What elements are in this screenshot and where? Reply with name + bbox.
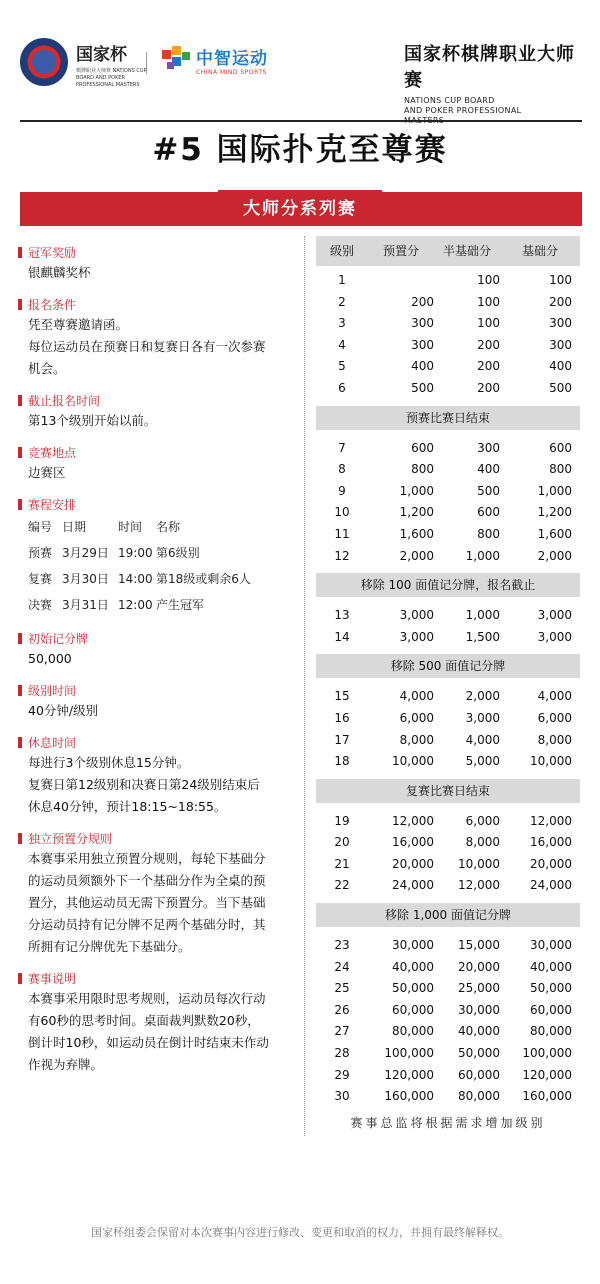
- table-cell: 25,000: [458, 981, 500, 996]
- heading-bar: [18, 299, 22, 310]
- column-header: 半基础分: [442, 244, 491, 258]
- body-line: 所拥有记分牌优先下基础分。: [28, 939, 191, 954]
- section-heading-text: 初始记分牌: [28, 631, 89, 646]
- table-cell: 12,000: [530, 813, 572, 828]
- table-note: 赛事总监将根据需求增加级别: [350, 1115, 546, 1130]
- table-row: [316, 957, 580, 979]
- header-divider: [146, 52, 147, 74]
- table-cell: 3,000: [465, 710, 500, 725]
- table-cell: 20: [334, 835, 350, 850]
- table-cell: 800: [411, 462, 434, 477]
- schedule-cell: 第6级别: [156, 546, 200, 560]
- info-column: [18, 232, 300, 1076]
- table-cell: 17: [334, 732, 350, 747]
- column-divider: [304, 236, 305, 1136]
- brand-right-en-line: NATIONS CUP BOARD: [404, 96, 495, 105]
- table-cell: 400: [411, 359, 434, 374]
- table-cell: 500: [411, 380, 434, 395]
- table-header-row: [316, 236, 580, 266]
- section-body-ante: [18, 848, 300, 958]
- table-cell: 100: [477, 273, 500, 287]
- table-row: [316, 708, 580, 730]
- table-cell: 60,000: [392, 1002, 434, 1017]
- table-cell: 16,000: [530, 835, 572, 850]
- table-row: [316, 854, 580, 876]
- table-cell: 80,000: [530, 1024, 572, 1039]
- table-cell: 15,000: [458, 938, 500, 953]
- nations-cup-logo-cn: 国家杯: [76, 45, 127, 65]
- section-heading-text: 赛事说明: [28, 971, 77, 986]
- heading-bar: [18, 833, 22, 844]
- nations-cup-emblem-icon: [20, 38, 68, 86]
- brand-right: [404, 40, 584, 126]
- table-row: [316, 751, 580, 773]
- table-cell: 20,000: [530, 856, 572, 871]
- section-heading-text: 级别时间: [28, 683, 77, 698]
- body-line: 50,000: [28, 651, 72, 666]
- table-cell: 4,000: [465, 732, 500, 747]
- heading-bar: [18, 633, 22, 644]
- section-body-chips: [18, 648, 300, 670]
- section-heading-text: 竞赛地点: [28, 445, 77, 460]
- table-cell: 160,000: [522, 1089, 572, 1104]
- table-cell: 1,200: [537, 505, 572, 520]
- schedule-cell: 决赛: [28, 598, 53, 612]
- heading-bar: [18, 447, 22, 458]
- table-cell: 1,600: [537, 526, 572, 541]
- table-cell: 13: [334, 608, 350, 623]
- table-cell: 50,000: [530, 981, 572, 996]
- table-cell: 80,000: [392, 1024, 434, 1039]
- table-section-banner: 移除 100 面值记分牌，报名截止: [316, 573, 580, 597]
- heading-bar: [18, 685, 22, 696]
- table-cell: 600: [477, 505, 500, 520]
- body-line: 凭至尊赛邀请函。: [28, 317, 129, 332]
- table-row: [316, 356, 580, 378]
- table-cell: 16,000: [392, 835, 434, 850]
- section-heading-chips: [18, 628, 300, 648]
- table-cell: 4,000: [399, 689, 434, 704]
- body-line: 机会。: [28, 361, 66, 376]
- table-cell: 800: [549, 462, 572, 477]
- table-section-banner: 复赛比赛日结束: [316, 779, 580, 803]
- table-cell: 2,000: [465, 689, 500, 704]
- schedule-cell: 第18级或剩余6人: [156, 572, 251, 586]
- table-cell: 21: [334, 856, 350, 871]
- table-cell: 5,000: [465, 754, 500, 769]
- table-row: [316, 686, 580, 708]
- body-line: 边赛区: [28, 465, 66, 480]
- table-cell: 200: [477, 359, 500, 374]
- table-cell: 8,000: [465, 835, 500, 850]
- body-line: 每进行3个级别休息15分钟。: [28, 755, 190, 770]
- table-cell: 1,000: [465, 608, 500, 623]
- table-cell: 3,000: [399, 629, 434, 644]
- schedule-col: 时间: [118, 520, 143, 534]
- table-cell: 300: [477, 440, 500, 455]
- table-cell: 100: [549, 273, 572, 287]
- china-mind-sports-mark-icon: [160, 44, 192, 76]
- section-heading-schedule: [18, 494, 300, 514]
- table-cell: 4: [338, 337, 346, 352]
- table-cell: 3,000: [537, 629, 572, 644]
- table-cell: 15: [334, 689, 350, 704]
- table-cell: 6: [338, 380, 346, 395]
- schedule-row: [28, 592, 300, 618]
- heading-bar: [18, 395, 22, 406]
- table-cell: 1,000: [537, 483, 572, 498]
- body-line: 每位运动员在预赛日和复赛日各有一次参赛: [28, 339, 266, 354]
- table-cell: 1,600: [399, 526, 434, 541]
- schedule-row: [28, 566, 300, 592]
- schedule-cell: 预赛: [28, 546, 53, 560]
- table-cell: 200: [411, 294, 434, 309]
- table-cell: 1,000: [465, 548, 500, 563]
- section-body-venue: [18, 462, 300, 484]
- page-header: [0, 0, 600, 118]
- table-cell: 300: [411, 316, 434, 331]
- section-heading-text: 报名条件: [28, 297, 77, 312]
- heading-bar: [18, 737, 22, 748]
- section-heading-entry: [18, 294, 300, 314]
- table-cell: 20,000: [392, 856, 434, 871]
- table-row: [316, 935, 580, 957]
- table-row: [316, 1000, 580, 1022]
- body-line: 本赛事采用限时思考规则，运动员每次行动: [28, 991, 266, 1006]
- table-cell: 10,000: [392, 754, 434, 769]
- body-line: 本赛事采用独立预置分规则，每轮下基础分: [28, 851, 266, 866]
- table-cell: 26: [334, 1002, 350, 1017]
- table-cell: 10,000: [458, 856, 500, 871]
- section-heading-level-time: [18, 680, 300, 700]
- series-label: 大师分系列赛: [243, 199, 357, 219]
- cms-en: CHINA MIND SPORTS: [196, 69, 267, 76]
- table-cell: 14: [334, 629, 350, 644]
- table-row: [316, 1065, 580, 1087]
- table-cell: 28: [334, 1046, 350, 1061]
- section-heading-venue: [18, 442, 300, 462]
- table-cell: 300: [549, 316, 572, 331]
- body-line: 置分，其他运动员无需下预置分。当下基础: [28, 895, 266, 910]
- table-cell: 25: [334, 981, 350, 996]
- column-header: 级别: [329, 244, 354, 258]
- table-cell: 12,000: [458, 878, 500, 893]
- table-row: [316, 811, 580, 833]
- body-line: 倒计时10秒，如运动员在倒计时结束未作动: [28, 1035, 269, 1050]
- section-heading-text: 独立预置分规则: [28, 831, 113, 846]
- body-line: 有60秒的思考时间。桌面裁判默数20秒，: [28, 1013, 260, 1028]
- table-cell: 24,000: [530, 878, 572, 893]
- table-cell: 1,200: [399, 505, 434, 520]
- schedule-cell: 产生冠军: [156, 598, 205, 612]
- table-section-banner: 移除 1,000 面值记分牌: [316, 903, 580, 927]
- section-body-prize: [18, 262, 300, 284]
- schedule-col: 编号: [28, 520, 53, 534]
- nations-cup-logo: [76, 40, 156, 89]
- table-cell: 100,000: [522, 1046, 572, 1061]
- section-heading-text: 赛程安排: [28, 497, 77, 512]
- table-row: [316, 627, 580, 649]
- section-heading-text: 截止报名时间: [28, 393, 101, 408]
- table-cell: 30,000: [458, 1002, 500, 1017]
- section-heading-text: 冠军奖励: [28, 245, 77, 260]
- table-row: [316, 978, 580, 1000]
- table-row: [316, 546, 580, 568]
- table-cell: 10,000: [530, 754, 572, 769]
- table-cell: 200: [477, 337, 500, 352]
- table-row: [316, 1043, 580, 1065]
- table-cell: 27: [334, 1024, 350, 1039]
- schedule-col: 日期: [62, 520, 87, 534]
- brand-right-en-line: AND POKER PROFESSIONAL: [404, 106, 522, 115]
- table-row: [316, 292, 580, 314]
- table-cell: 3: [338, 316, 346, 331]
- table-row: [316, 730, 580, 752]
- section-body-breaks: [18, 752, 300, 818]
- column-header: 预置分: [382, 244, 419, 258]
- china-mind-sports-logo: [196, 44, 268, 76]
- table-row: [316, 459, 580, 481]
- table-cell: 800: [477, 526, 500, 541]
- table-row: [316, 502, 580, 524]
- body-line: 银麒麟奖杯: [28, 265, 91, 280]
- table-row: [316, 378, 580, 400]
- table-cell: 29: [334, 1067, 350, 1082]
- table-cell: 120,000: [384, 1067, 434, 1082]
- table-cell: 100: [477, 316, 500, 331]
- table-cell: [368, 270, 434, 292]
- table-row: [316, 313, 580, 335]
- footer-disclaimer: 国家杯组委会保留对本次赛事内容进行修改、变更和取消的权力，并拥有最终解释权。: [91, 1226, 509, 1239]
- table-cell: 400: [549, 359, 572, 374]
- table-cell: 2: [338, 294, 346, 309]
- table-cell: 12: [334, 548, 350, 563]
- table-cell: 20,000: [458, 959, 500, 974]
- body-line: 分运动员持有记分牌不足两个基础分时，其: [28, 917, 266, 932]
- table-cell: 200: [477, 380, 500, 395]
- schedule-header-row: [28, 514, 300, 540]
- schedule-cell: 19:00: [118, 546, 153, 560]
- schedule-cell: 3月30日: [62, 572, 109, 586]
- table-cell: 60,000: [530, 1002, 572, 1017]
- cms-cn: 中智运动: [196, 49, 268, 69]
- heading-bar: [18, 973, 22, 984]
- schedule-row: [28, 540, 300, 566]
- table-cell: 6,000: [537, 710, 572, 725]
- table-cell: 1,500: [465, 629, 500, 644]
- table-row: [316, 832, 580, 854]
- table-cell: 24,000: [392, 878, 434, 893]
- schedule-col: 名称: [156, 520, 181, 534]
- column-header: 基础分: [521, 244, 558, 258]
- table-cell: 300: [411, 337, 434, 352]
- table-cell: 3,000: [399, 608, 434, 623]
- table-cell: 40,000: [530, 959, 572, 974]
- section-body-deadline: [18, 410, 300, 432]
- table-cell: 100,000: [384, 1046, 434, 1061]
- page-title: #5 国际扑克至尊赛: [152, 132, 448, 168]
- table-cell: 9: [338, 483, 346, 498]
- table-cell: 3,000: [537, 608, 572, 623]
- table-row: [316, 1086, 580, 1108]
- table-cell: 16: [334, 710, 350, 725]
- heading-bar: [18, 499, 22, 510]
- table-cell: 30,000: [392, 938, 434, 953]
- body-line: 作视为弃牌。: [28, 1057, 104, 1072]
- table-cell: 11: [334, 526, 350, 541]
- table-cell: 12,000: [392, 813, 434, 828]
- heading-bar: [18, 247, 22, 258]
- table-body: [316, 266, 580, 1108]
- table-cell: 23: [334, 938, 350, 953]
- table-cell: 22: [334, 878, 350, 893]
- table-cell: 30,000: [530, 938, 572, 953]
- table-cell: 80,000: [458, 1089, 500, 1104]
- section-heading-notes: [18, 968, 300, 988]
- section-body-notes: [18, 988, 300, 1076]
- table-cell: 50,000: [458, 1046, 500, 1061]
- table-cell: 40,000: [458, 1024, 500, 1039]
- table-cell: 600: [411, 440, 434, 455]
- table-cell: 8,000: [537, 732, 572, 747]
- table-cell: 400: [477, 462, 500, 477]
- section-heading-ante: [18, 828, 300, 848]
- body-line: 休息40分钟，预计18:15~18:55。: [28, 799, 227, 814]
- table-cell: 40,000: [392, 959, 434, 974]
- section-body-entry: [18, 314, 300, 380]
- table-cell: 19: [334, 813, 350, 828]
- table-section-banner: 预赛比赛日结束: [316, 406, 580, 430]
- table-row: [316, 481, 580, 503]
- schedule-cell: 3月31日: [62, 598, 109, 612]
- section-heading-text: 休息时间: [28, 735, 77, 750]
- schedule-cell: 12:00: [118, 598, 153, 612]
- table-cell: 500: [549, 380, 572, 395]
- body-line: 第13个级别开始以前。: [28, 413, 157, 428]
- section-heading-deadline: [18, 390, 300, 410]
- table-row: [316, 524, 580, 546]
- table-cell: 1,000: [399, 483, 434, 498]
- table-row: [316, 1021, 580, 1043]
- table-cell: 2,000: [537, 548, 572, 563]
- table-cell: 200: [549, 294, 572, 309]
- table-cell: 160,000: [384, 1089, 434, 1104]
- schedule-cell: 复赛: [28, 572, 53, 586]
- table-row: [316, 270, 580, 292]
- table-row: [316, 438, 580, 460]
- section-heading-prize: [18, 242, 300, 262]
- table-cell: 18: [334, 754, 350, 769]
- schedule-cell: 14:00: [118, 572, 153, 586]
- table-cell: 300: [549, 337, 572, 352]
- table-cell: 5: [338, 359, 346, 374]
- table-cell: 120,000: [522, 1067, 572, 1082]
- body-line: 40分钟/级别: [28, 703, 99, 718]
- table-row: [316, 605, 580, 627]
- table-cell: 7: [338, 440, 346, 455]
- nations-cup-logo-sub: 棋牌职业大师赛 NATIONS CUP BOARD AND POKER PROFESSIONAL MASTERS: [76, 68, 147, 88]
- table-section-banner: 移除 500 面值记分牌: [316, 654, 580, 678]
- body-line: 的运动员须额外下一个基础分作为全桌的预: [28, 873, 266, 888]
- brand-right-cn: 国家杯棋牌职业大师赛: [404, 44, 575, 91]
- section-heading-breaks: [18, 732, 300, 752]
- table-cell: 6,000: [465, 813, 500, 828]
- table-cell: 600: [549, 440, 572, 455]
- table-cell: 10: [334, 505, 350, 520]
- table-cell: 100: [477, 294, 500, 309]
- blind-structure-table: [316, 236, 580, 1131]
- table-cell: 60,000: [458, 1067, 500, 1082]
- table-cell: 8,000: [399, 732, 434, 747]
- table-cell: 4,000: [537, 689, 572, 704]
- table-cell: 8: [338, 462, 346, 477]
- table-cell: 6,000: [399, 710, 434, 725]
- table-cell: 30: [334, 1089, 350, 1104]
- table-row: [316, 875, 580, 897]
- table-cell: 500: [477, 483, 500, 498]
- table-cell: 50,000: [392, 981, 434, 996]
- table-cell: 1: [338, 273, 346, 287]
- table-row: [316, 335, 580, 357]
- table-cell: 24: [334, 959, 350, 974]
- body-line: 复赛日第12级别和决赛日第24级别结束后: [28, 777, 260, 792]
- schedule-table: [18, 514, 300, 618]
- section-body-level-time: [18, 700, 300, 722]
- table-cell: 2,000: [399, 548, 434, 563]
- schedule-cell: 3月29日: [62, 546, 109, 560]
